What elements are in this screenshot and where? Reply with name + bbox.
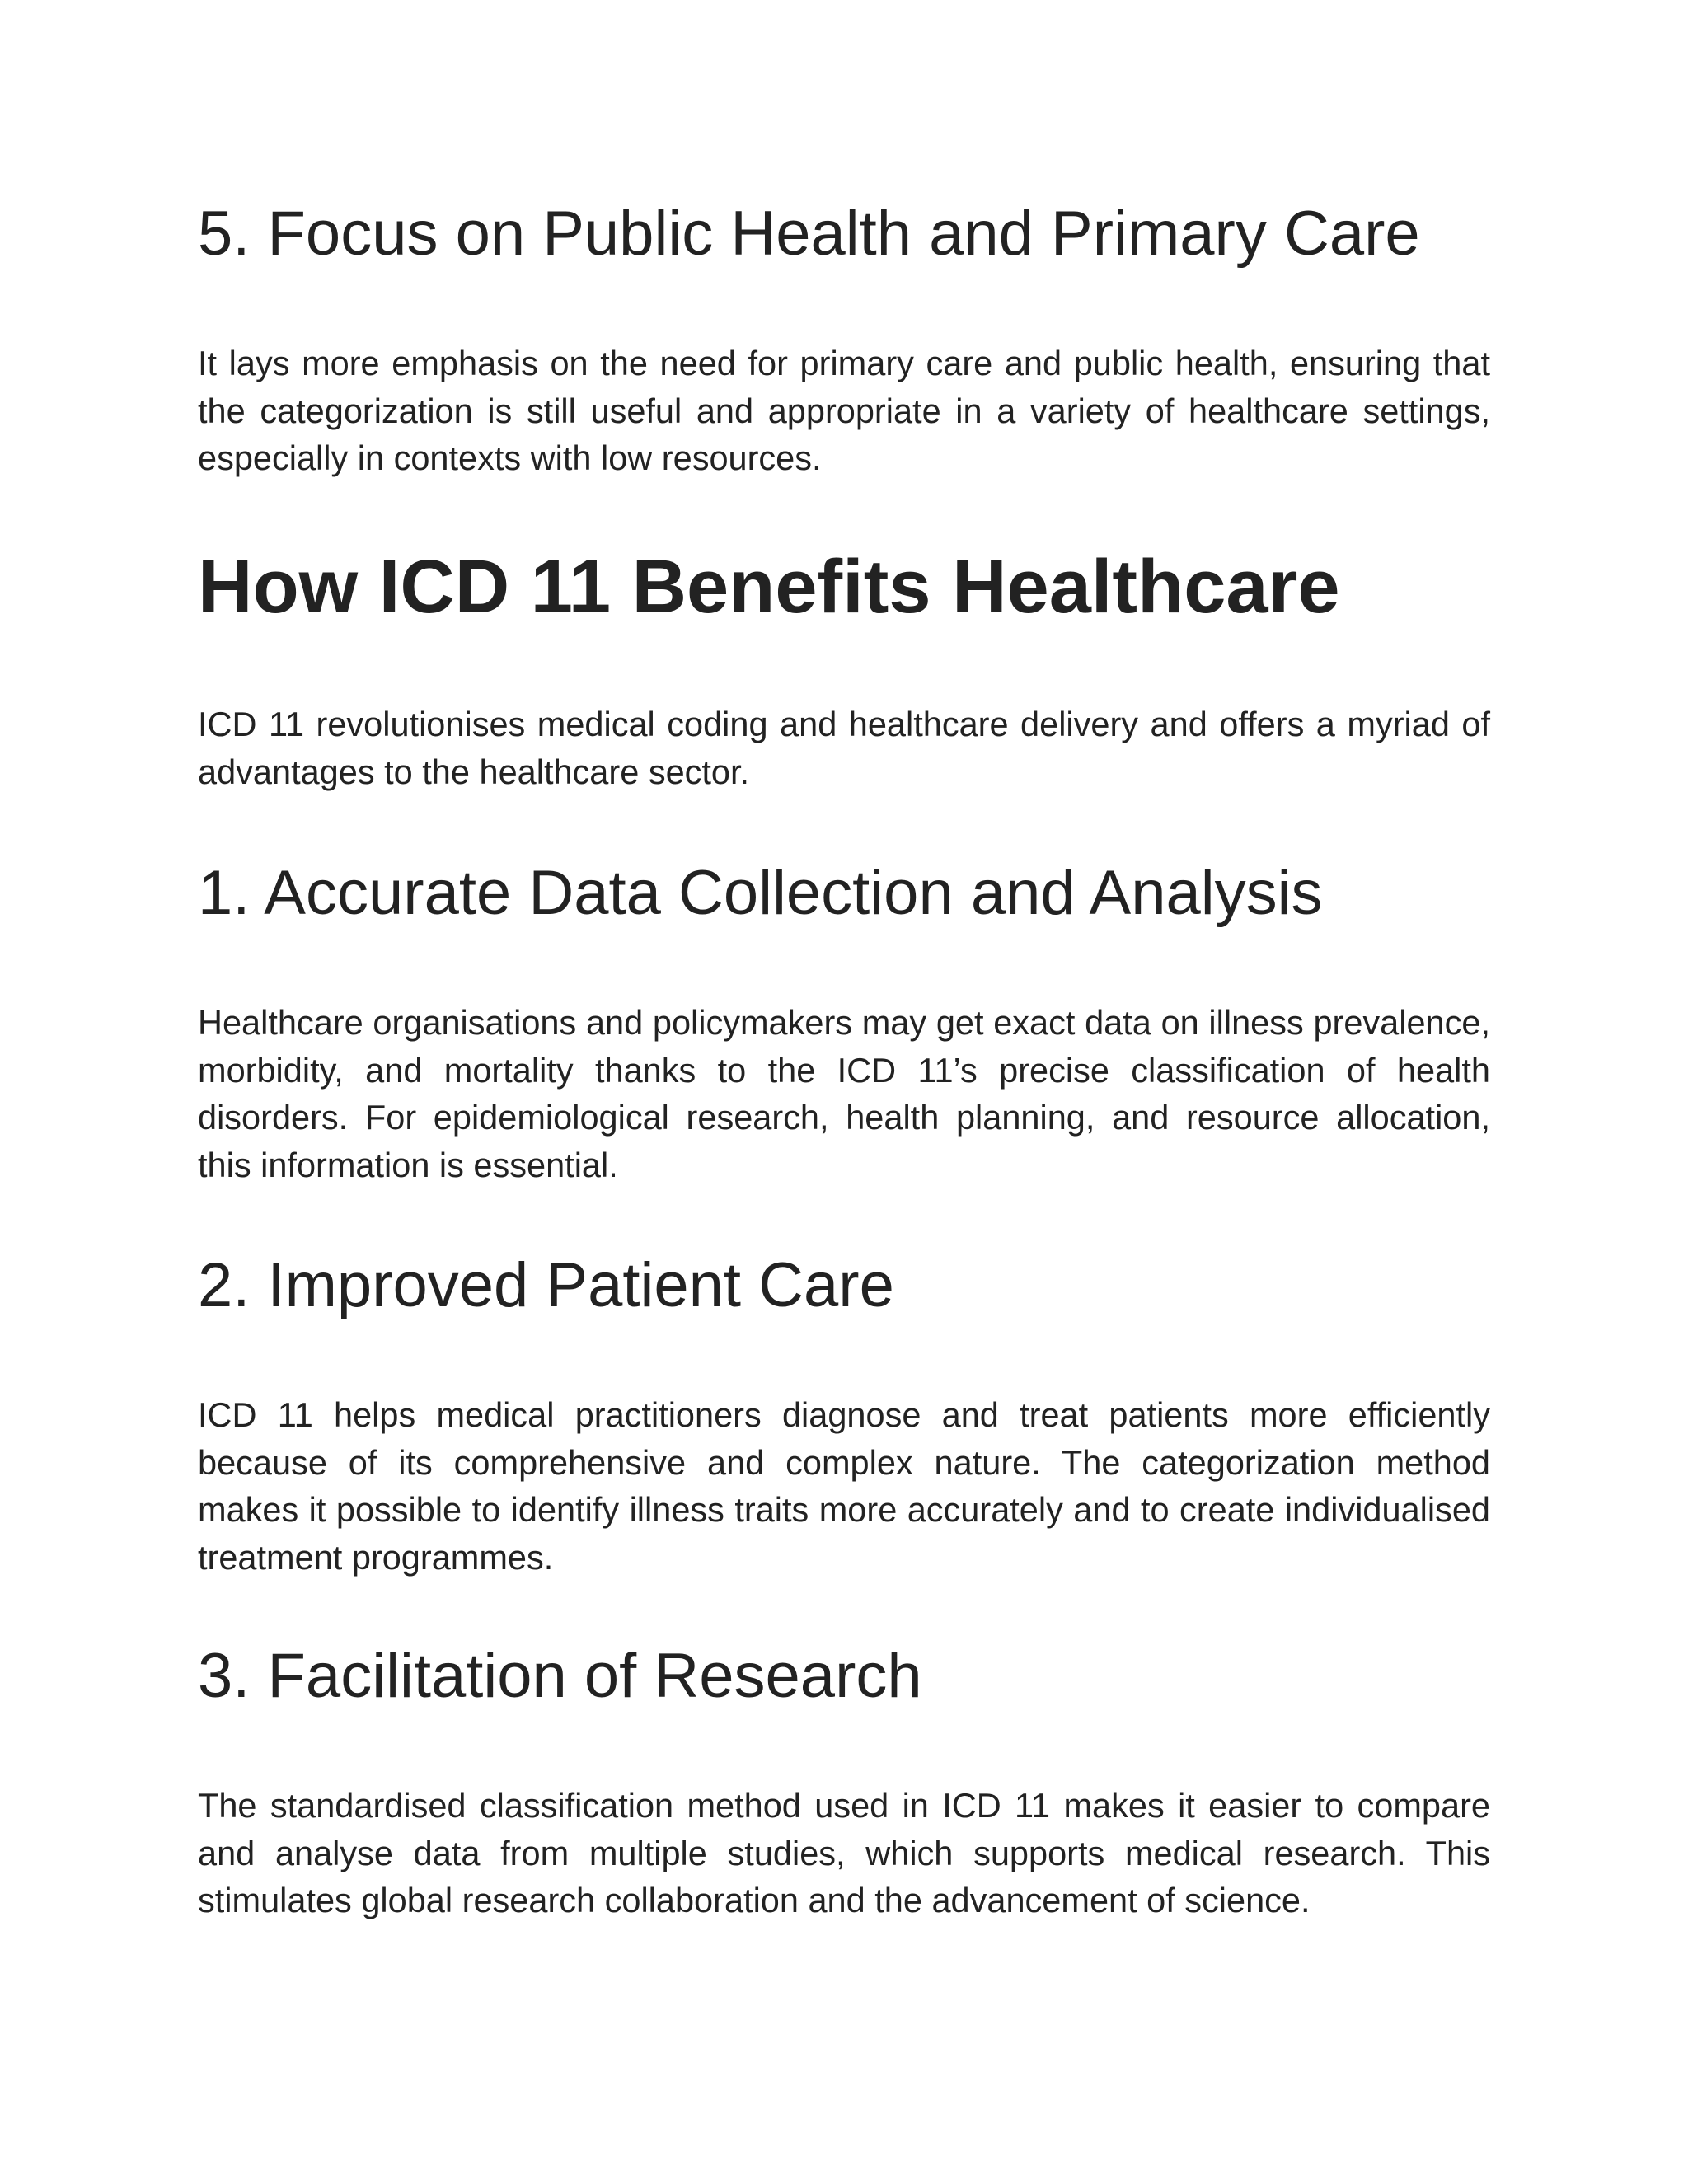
heading-public-health-primary-care: 5. Focus on Public Health and Primary Care	[198, 199, 1420, 269]
paragraph-improved-patient-care: ICD 11 helps medical practitioners diagnose and treat patients more efficiently because of its comprehensive and complex nature. The categorization method makes it possible to identify illness traits more accurately and to create individualised treatment programmes.	[198, 1395, 1490, 1577]
heading-how-icd11-benefits: How ICD 11 Benefits Healthcare	[198, 545, 1340, 629]
paragraph-how-icd11-benefits: ICD 11 revolutionises medical coding and healthcare delivery and offers a myriad of advantages to the healthcare sector.	[198, 705, 1490, 791]
heading-facilitation-of-research: 3. Facilitation of Research	[198, 1641, 922, 1711]
paragraph-accurate-data-collection: Healthcare organisations and policymakers may get exact data on illness prevalence, morbidity, and mortality thanks to the ICD 11’s precise classification of health disorders. For epidemiological research, health planning, and resource allocation, this information is essential.	[198, 1003, 1490, 1184]
heading-accurate-data-collection: 1. Accurate Data Collection and Analysis	[198, 858, 1323, 928]
heading-improved-patient-care: 2. Improved Patient Care	[198, 1250, 894, 1320]
paragraph-public-health-primary-care: It lays more emphasis on the need for primary care and public health, ensuring that the categorization is still useful and appropriate in a variety of healthcare settings, especially in contexts with low resources.	[198, 344, 1490, 477]
paragraph-facilitation-of-research: The standardised classification method used in ICD 11 makes it easier to compare and analyse data from multiple studies, which supports medical research. This stimulates global research collaboration and the advancement of science.	[198, 1786, 1490, 1919]
